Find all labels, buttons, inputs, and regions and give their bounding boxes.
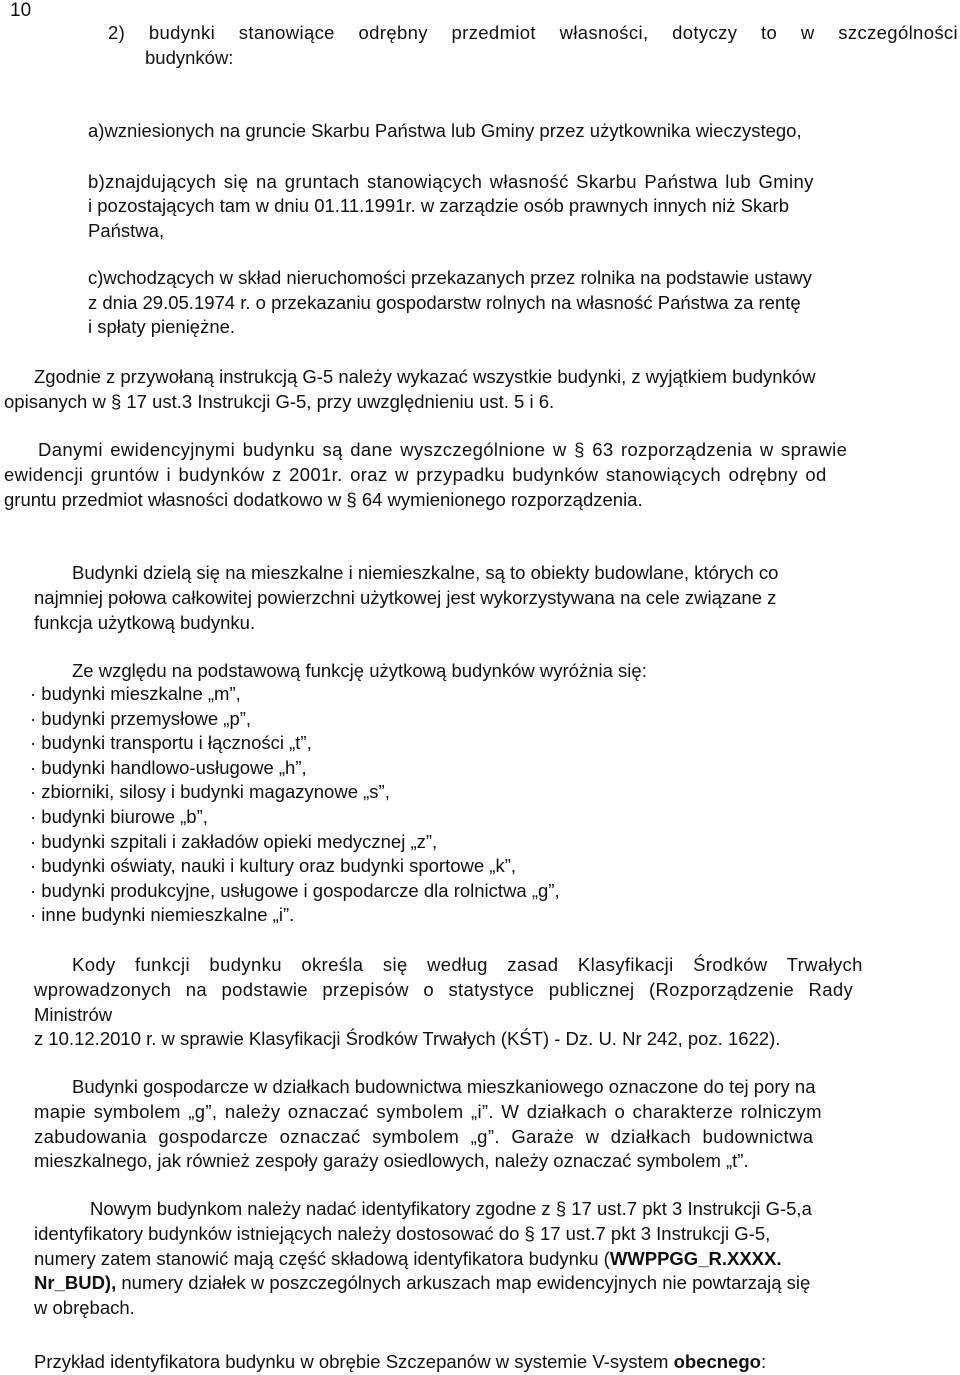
text-line: wprowadzonych na podstawie przepisów o statystyce publicznej (Rozporządzenie Rady	[34, 979, 854, 1000]
text-line: w obrębach.	[34, 1296, 135, 1318]
text-run: Przykład identyfikatora budynku w obrębie Szczepanów w systemie V-system	[34, 1351, 674, 1372]
paragraph-buildings-separate-ownership	[108, 21, 958, 46]
list-item: · budynki transportu i łączności „t”,	[30, 732, 312, 754]
list-item: · budynki biurowe „b”,	[30, 805, 208, 827]
paragraph-identifiers-cont	[34, 1222, 810, 1320]
list-item: · budynki handlowo-usługowe „h”,	[30, 756, 307, 778]
paragraph-example	[34, 1350, 766, 1375]
paragraph-kst-codes-cont	[34, 978, 958, 1052]
building-function-list	[30, 682, 560, 928]
paragraph-instruction-g5-cont	[4, 390, 554, 415]
text-line: b)znajdujących się na gruntach stanowiących własność Skarbu Państwa lub Gminy	[88, 171, 814, 192]
list-item: · zbiorniki, silosy i budynki magazynowe „s”,	[30, 781, 390, 803]
text-run: numery zatem stanowić mają część składową identyfikatora budynku (	[34, 1247, 610, 1269]
list-item-c	[88, 266, 958, 340]
text-line: Budynki gospodarcze w działkach budownictwa mieszkaniowego oznaczone do tej pory na	[72, 1076, 816, 1097]
page-number: 10	[10, 0, 32, 21]
text-line: Ministrów	[34, 1003, 113, 1025]
text-line: funkcja użytkową budynku.	[34, 611, 256, 633]
list-item: · budynki szpitali i zakładów opieki medycznej „z”,	[30, 830, 438, 852]
paragraph-building-division-cont	[34, 586, 776, 635]
emphasis-current: obecnego	[673, 1351, 761, 1372]
text-line: 2) budynki stanowiące odrębny przedmiot własności, dotyczy to w szczególności	[108, 22, 958, 43]
text-line: Budynki dzielą się na mieszkalne i niemieszkalne, są to obiekty budowlane, których co	[72, 562, 779, 583]
text-line: Ze względu na podstawową funkcję użytkową budynków wyróżnia się:	[72, 660, 647, 681]
text-run: :	[760, 1351, 767, 1372]
text-line: Kody funkcji budynku określa się według zasad Klasyfikacji Środków Trwałych	[72, 954, 863, 975]
paragraph-instruction-g5	[34, 365, 815, 390]
text-line: z dnia 29.05.1974 r. o przekazaniu gospodarstw rolnych na własność Państwa za rentę	[88, 291, 801, 313]
text-line: ewidencji gruntów i budynków z 2001r. oraz w przypadku budynków stanowiących odrębny od	[4, 464, 827, 485]
identifier-format-end: Nr_BUD),	[34, 1272, 117, 1293]
paragraph-outbuildings-cont	[34, 1100, 822, 1174]
list-item: · budynki produkcyjne, usługowe i gospodarcze dla rolnictwa „g”,	[30, 879, 560, 901]
text-line: Danymi ewidencyjnymi budynku są dane wyszczególnione w § 63 rozporządzenia w sprawie	[38, 439, 848, 460]
list-item-a	[88, 119, 802, 144]
text-line: i pozostających tam w dniu 01.11.1991r. w zarządzie osób prawnych innych niż Skarb	[88, 195, 789, 216]
text-line: mieszkalnego, jak również zespoły garaży osiedlowych, należy oznaczać symbolem „t”.	[34, 1150, 749, 1171]
text-line: c)wchodzących w skład nieruchomości przekazanych przez rolnika na podstawie ustawy	[88, 267, 812, 288]
list-item: · budynki mieszkalne „m”,	[30, 683, 241, 704]
text-line: budynków:	[145, 47, 234, 68]
paragraph-register-data-cont	[4, 463, 827, 512]
text-line: z 10.12.2010 r. w sprawie Klasyfikacji Środków Trwałych (KŚT) - Dz. U. Nr 242, poz. 1622).	[34, 1028, 781, 1049]
paragraph-outbuildings	[72, 1075, 816, 1100]
text-line: i spłaty pieniężne.	[88, 316, 236, 337]
paragraph-register-data	[38, 438, 847, 463]
paragraph-kst-codes	[72, 953, 958, 978]
text-line: najmniej połowa całkowitej powierzchni użytkowej jest wykorzystywana na cele związane z	[34, 587, 777, 608]
list-item-b	[88, 170, 958, 195]
text-line: Zgodnie z przywołaną instrukcją G-5 należy wykazać wszystkie budynki, z wyjątkiem budynków	[34, 366, 816, 387]
text-line: opisanych w § 17 ust.3 Instrukcji G-5, przy uwzględnieniu ust. 5 i 6.	[4, 391, 555, 412]
list-item: · budynki przemysłowe „p”,	[30, 707, 252, 729]
text-line: identyfikatory budynków istniejących należy dostosować do § 17 ust.7 pkt 3 Instrukcji G-5,	[34, 1223, 771, 1244]
text-line: zabudowania gospodarcze oznaczać symbolem „g”. Garaże w działkach budownictwa	[34, 1125, 814, 1147]
text-line: Nowym budynkom należy nadać identyfikatory zgodne z § 17 ust.7 pkt 3 Instrukcji G-5,a	[90, 1198, 812, 1219]
identifier-format: WWPPGG_R.XXXX.	[609, 1247, 782, 1269]
text-line	[34, 1247, 810, 1272]
paragraph-identifiers	[90, 1197, 812, 1222]
text-line: mapie symbolem „g”, należy oznaczać symbolem „i”. W działkach o charakterze rolniczym	[34, 1101, 822, 1122]
list-item: · budynki oświaty, nauki i kultury oraz budynki sportowe „k”,	[30, 855, 516, 877]
text-line	[34, 1350, 766, 1375]
text-line	[34, 1271, 810, 1296]
list-item: · inne budynki niemieszkalne „i”.	[30, 904, 295, 926]
text-line: a)wzniesionych na gruncie Skarbu Państwa lub Gminy przez użytkownika wieczystego,	[88, 120, 802, 141]
text-line: Państwa,	[88, 219, 165, 241]
text-line: gruntu przedmiot własności dodatkowo w § 64 wymienionego rozporządzenia.	[4, 488, 643, 510]
list-item-b-cont	[88, 194, 958, 243]
paragraph-function-intro	[72, 659, 647, 684]
paragraph-buildings-cont	[145, 46, 233, 71]
paragraph-building-division	[72, 561, 778, 586]
text-run: numery działek w poszczególnych arkuszach map ewidencyjnych nie powtarzają się	[116, 1272, 811, 1293]
